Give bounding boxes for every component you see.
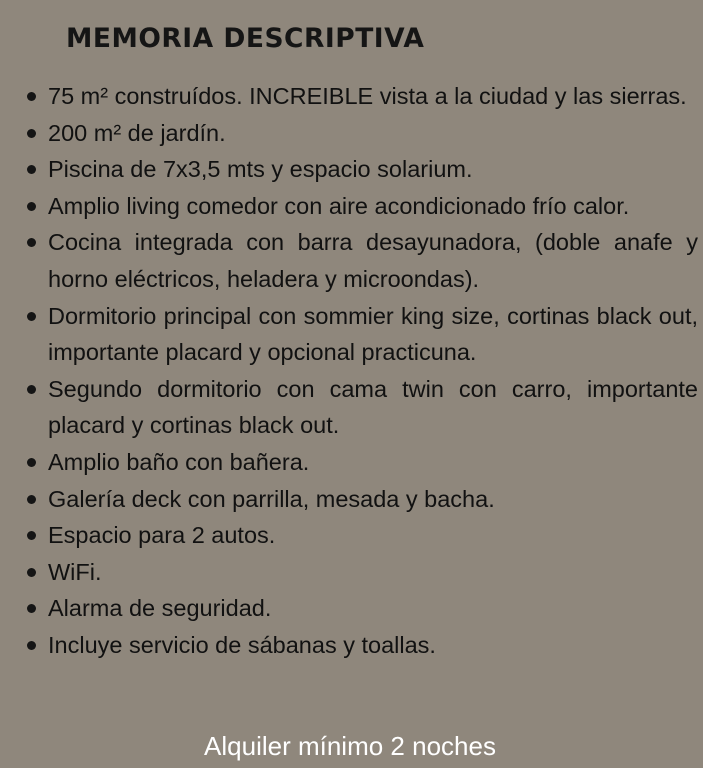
list-item-text: Alarma de seguridad.	[48, 595, 272, 622]
bullet-icon	[27, 238, 36, 247]
list-item	[24, 78, 698, 115]
bullet-icon	[27, 531, 36, 540]
bullet-icon	[27, 568, 36, 577]
list-item	[24, 188, 698, 225]
list-item	[24, 444, 698, 481]
bullet-icon	[27, 641, 36, 650]
minimum-stay-note: Alquiler mínimo 2 noches	[204, 731, 496, 761]
list-item	[24, 627, 698, 664]
list-item-text: Dormitorio principal con sommier king size, cortinas black out, importante placard y opcional practicuna.	[48, 302, 698, 366]
list-item-text: WiFi.	[48, 558, 102, 585]
list-item-text: Amplio living comedor con aire acondicionado frío calor.	[48, 192, 630, 219]
features-list	[24, 78, 698, 664]
list-item	[24, 554, 698, 591]
list-item-text: 75 m² construídos. INCREIBLE vista a la ciudad y las sierras.	[48, 83, 687, 109]
list-item	[24, 517, 698, 554]
bullet-icon	[27, 385, 36, 394]
list-item	[24, 481, 698, 518]
bullet-icon	[27, 202, 36, 211]
bullet-icon	[27, 312, 36, 321]
list-item-text: Espacio para 2 autos.	[48, 522, 276, 549]
bullet-icon	[27, 604, 36, 613]
list-item-text: Amplio baño con bañera.	[48, 448, 310, 475]
page-title: MEMORIA DESCRIPTIVA	[66, 23, 425, 54]
bullet-icon	[27, 458, 36, 467]
list-item	[24, 151, 698, 188]
bullet-icon	[27, 165, 36, 174]
list-item-text: Piscina de 7x3,5 mts y espacio solarium.	[48, 156, 473, 183]
list-item	[24, 115, 698, 152]
list-item-text: Segundo dormitorio con cama twin con carro, importante placard y cortinas black out.	[48, 375, 698, 439]
list-item-text: Cocina integrada con barra desayunadora, (doble anafe y horno eléctricos, heladera y microondas).	[48, 229, 698, 292]
bullet-icon	[27, 92, 36, 101]
bullet-icon	[27, 495, 36, 504]
bullet-icon	[27, 129, 36, 138]
list-item-text: Galería deck con parrilla, mesada y bacha.	[48, 485, 495, 512]
list-item	[24, 298, 698, 371]
list-item	[24, 590, 698, 627]
list-item-text: 200 m² de jardín.	[48, 119, 226, 146]
list-item	[24, 371, 698, 444]
list-item-text: Incluye servicio de sábanas y toallas.	[48, 631, 436, 658]
list-item	[24, 224, 698, 297]
